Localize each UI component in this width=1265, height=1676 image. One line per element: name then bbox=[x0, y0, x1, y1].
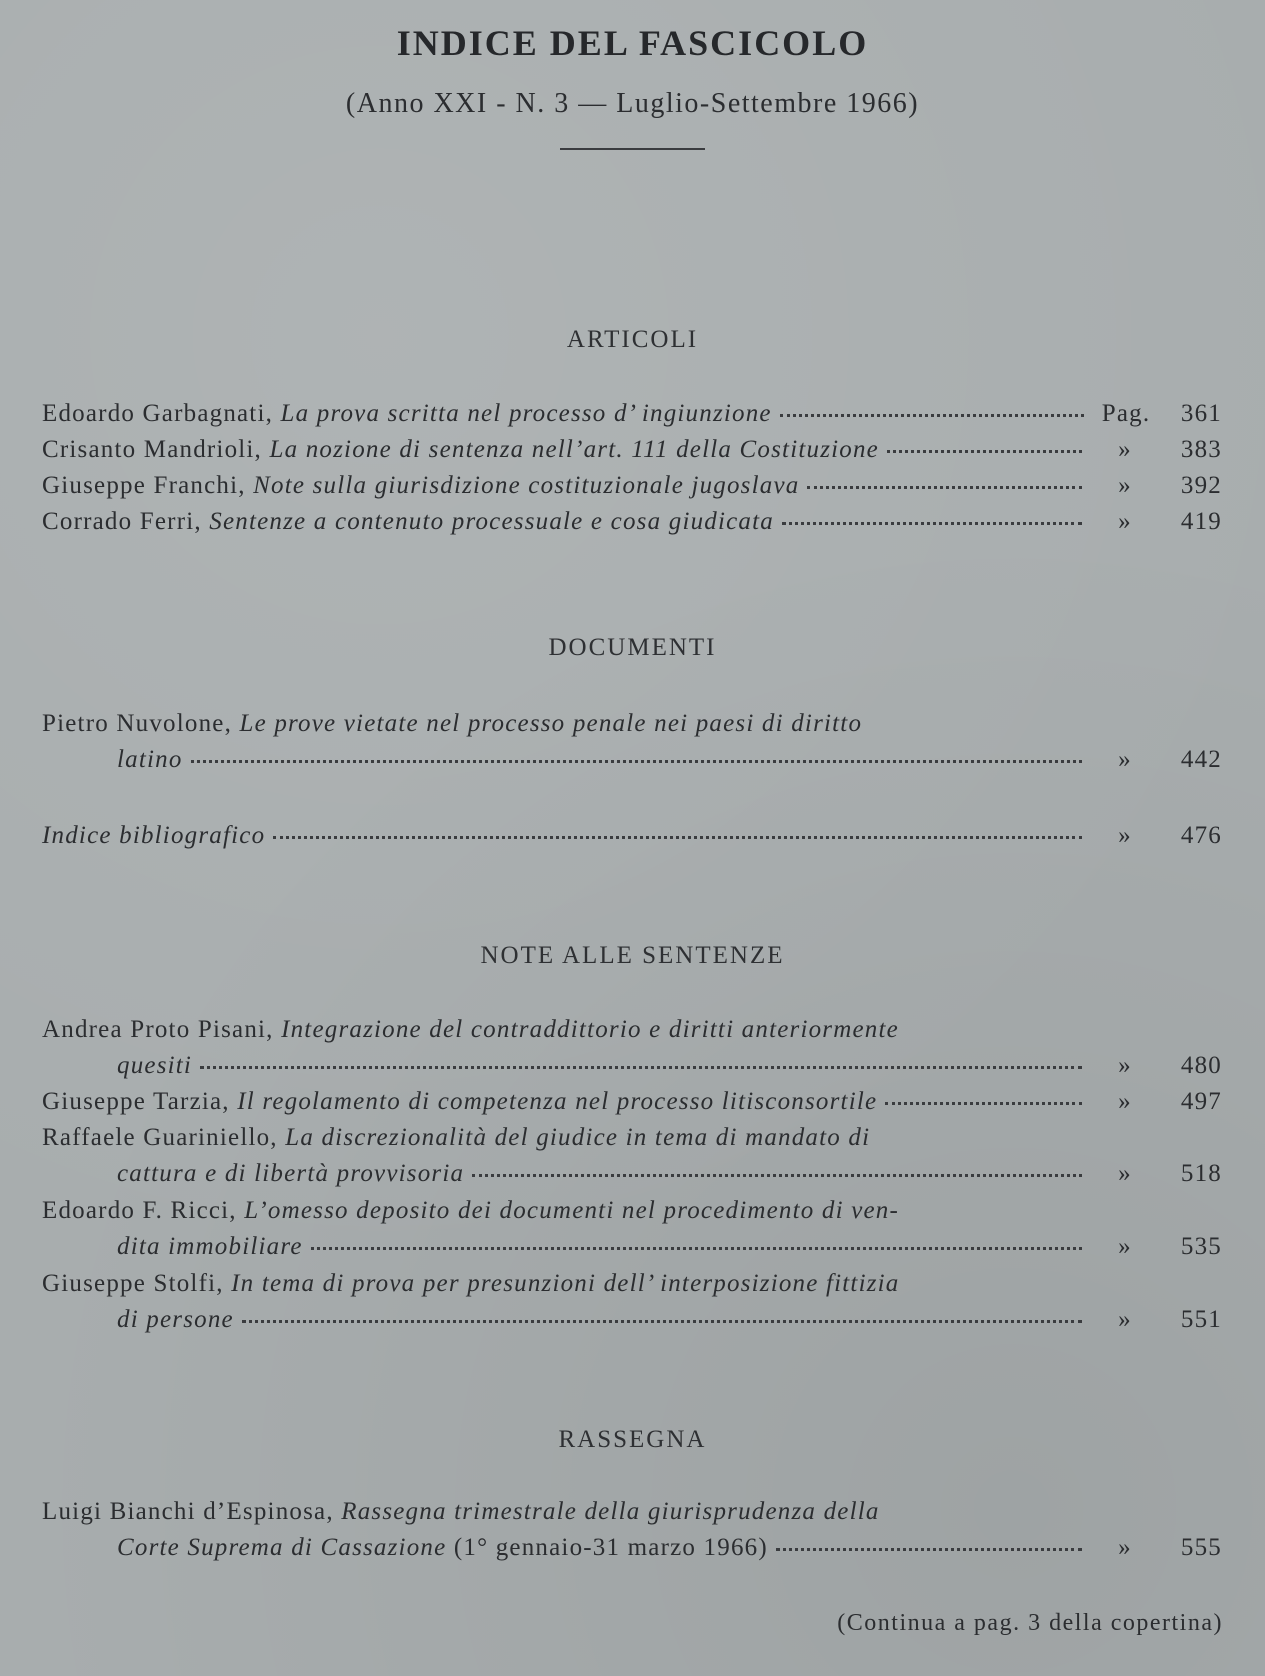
dot-leader bbox=[776, 1548, 1082, 1551]
page-mark: » bbox=[1118, 436, 1132, 463]
dot-leader bbox=[885, 1102, 1082, 1105]
list-item bbox=[42, 1012, 1222, 1084]
entry-title-line1: Integrazione del contraddittorio e diritti anteriormente bbox=[281, 1016, 899, 1043]
entry-title-line2: cattura e di libertà provvisoria bbox=[117, 1160, 465, 1187]
entry-author: Giuseppe Franchi, bbox=[42, 472, 246, 499]
page-mark: » bbox=[1118, 1306, 1132, 1333]
entry-title-line1: Le prove vietate nel processo penale nei paesi di diritto bbox=[239, 710, 863, 737]
list-item bbox=[42, 1120, 1222, 1192]
dot-leader bbox=[807, 486, 1082, 489]
list-item bbox=[42, 1266, 1222, 1338]
page-mark: » bbox=[1118, 472, 1132, 499]
dot-leader bbox=[242, 1320, 1082, 1323]
list-item bbox=[42, 504, 1222, 540]
list-item bbox=[42, 1193, 1222, 1265]
dot-leader bbox=[200, 1066, 1082, 1069]
entry-author: Giuseppe Stolfi, bbox=[42, 1270, 224, 1297]
page-number: 442 bbox=[1180, 746, 1222, 773]
entry-author: Crisanto Mandrioli, bbox=[42, 436, 263, 463]
page-mark: » bbox=[1118, 1160, 1132, 1187]
entry-title-suffix: (1° gennaio-31 marzo 1966) bbox=[453, 1534, 768, 1561]
list-item bbox=[42, 818, 1222, 854]
page-mark: » bbox=[1118, 1233, 1132, 1260]
issue-subtitle: (Anno XXI - N. 3 — Luglio-Settembre 1966) bbox=[345, 88, 920, 119]
dot-leader bbox=[191, 760, 1082, 763]
section-title-note: NOTE ALLE SENTENZE bbox=[480, 942, 785, 969]
page-mark: » bbox=[1118, 746, 1132, 773]
page-mark: » bbox=[1118, 822, 1132, 849]
list-item bbox=[42, 468, 1222, 504]
section-title-rassegna: RASSEGNA bbox=[558, 1426, 707, 1453]
page-number: 555 bbox=[1180, 1534, 1222, 1561]
continuation-note: (Continua a pag. 3 della copertina) bbox=[837, 1610, 1223, 1636]
entry-author: Andrea Proto Pisani, bbox=[42, 1016, 274, 1043]
dot-leader bbox=[472, 1174, 1082, 1177]
entry-title-line2: latino bbox=[117, 746, 183, 773]
page-mark: » bbox=[1118, 508, 1132, 535]
page-number: 361 bbox=[1180, 400, 1222, 427]
entry-title: Indice bibliografico bbox=[42, 822, 266, 849]
page-number: 419 bbox=[1180, 508, 1222, 535]
entry-title: Sentenze a contenuto processuale e cosa giudicata bbox=[209, 508, 774, 535]
page-title: INDICE DEL FASCICOLO bbox=[396, 23, 869, 63]
dot-leader bbox=[782, 522, 1082, 525]
dot-leader bbox=[887, 450, 1082, 453]
section-title-documenti: DOCUMENTI bbox=[548, 634, 717, 661]
entry-author: Edoardo F. Ricci, bbox=[42, 1197, 237, 1224]
page-number: 518 bbox=[1180, 1160, 1222, 1187]
section-title-articoli: ARTICOLI bbox=[566, 326, 699, 353]
list-item bbox=[42, 396, 1222, 432]
page-number: 535 bbox=[1180, 1233, 1222, 1260]
entry-author: Corrado Ferri, bbox=[42, 508, 202, 535]
entry-title-line1: Rassegna trimestrale della giurisprudenza della bbox=[341, 1498, 880, 1525]
page-mark: » bbox=[1118, 1052, 1132, 1079]
list-item bbox=[42, 1084, 1222, 1120]
entry-title: Note sulla giurisdizione costituzionale jugoslava bbox=[253, 472, 800, 499]
list-item bbox=[42, 432, 1222, 468]
entry-title-line2: quesiti bbox=[117, 1052, 193, 1079]
dot-leader bbox=[273, 836, 1082, 839]
entry-author: Luigi Bianchi d’Espinosa, bbox=[42, 1498, 334, 1525]
entry-author: Edoardo Garbagnati, bbox=[42, 400, 274, 427]
list-item bbox=[42, 1494, 1222, 1566]
entry-title-line2: di persone bbox=[117, 1306, 234, 1333]
entry-title-line1: L’omesso deposito dei documenti nel procedimento di ven- bbox=[244, 1197, 900, 1224]
entry-title: Il regolamento di competenza nel processo litisconsortile bbox=[237, 1088, 878, 1115]
entry-author: Pietro Nuvolone, bbox=[42, 710, 233, 737]
dot-leader bbox=[311, 1247, 1082, 1250]
page-number: 476 bbox=[1180, 822, 1222, 849]
entry-title: La nozione di sentenza nell’art. 111 della Costituzione bbox=[269, 436, 879, 463]
title-rule bbox=[560, 148, 705, 150]
list-item bbox=[42, 706, 1222, 778]
page-number: 497 bbox=[1180, 1088, 1222, 1115]
entry-title-line2: dita immobiliare bbox=[117, 1233, 303, 1260]
dot-leader bbox=[780, 414, 1084, 417]
page-mark: Pag. bbox=[1101, 400, 1151, 427]
entry-author: Raffaele Guariniello, bbox=[42, 1124, 278, 1151]
page-number: 392 bbox=[1180, 472, 1222, 499]
page-number: 383 bbox=[1180, 436, 1222, 463]
entry-author: Giuseppe Tarzia, bbox=[42, 1088, 230, 1115]
page-number: 551 bbox=[1180, 1306, 1222, 1333]
entry-title-line1: La discrezionalità del giudice in tema di mandato di bbox=[285, 1124, 871, 1151]
entry-title: La prova scritta nel processo d’ ingiunzione bbox=[280, 400, 772, 427]
page-mark: » bbox=[1118, 1088, 1132, 1115]
page-number: 480 bbox=[1180, 1052, 1222, 1079]
entry-title-line1: In tema di prova per presunzioni dell’ interposizione fittizia bbox=[231, 1270, 900, 1297]
page-mark: » bbox=[1118, 1534, 1132, 1561]
entry-title-line2: Corte Suprema di Cassazione bbox=[117, 1534, 447, 1561]
